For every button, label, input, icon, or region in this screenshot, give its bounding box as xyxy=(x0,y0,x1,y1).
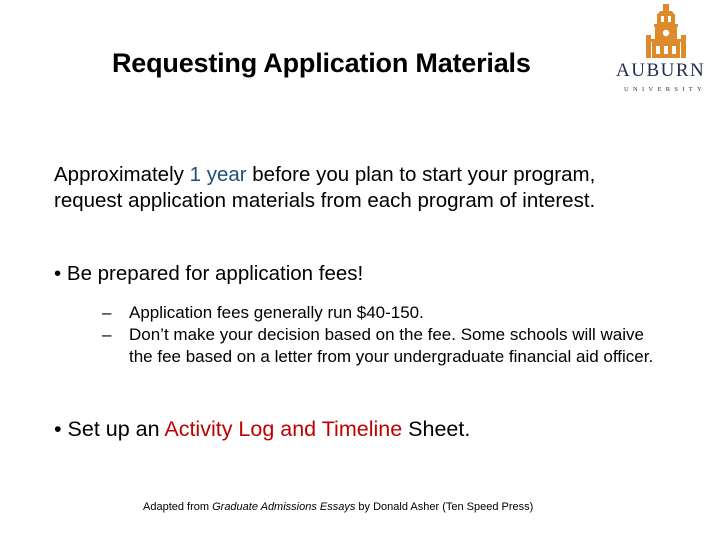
sub-item-text: Application fees generally run $40-150. xyxy=(129,303,424,322)
slide-title: Requesting Application Materials xyxy=(112,48,531,78)
intro-text-start: Approximately xyxy=(54,163,190,186)
sub-item-text: Don’t make your decision based on the fee. Some schools will waive the fee based on a letter from your undergraduate financial aid officer. xyxy=(129,325,654,366)
auburn-logo xyxy=(614,2,718,98)
intro-highlight: 1 year xyxy=(189,163,247,186)
logo-subtitle: UNIVERSITY xyxy=(624,86,706,93)
sub-item-fee-range xyxy=(102,302,662,324)
bullet-text-end: Sheet. xyxy=(402,417,471,441)
logo-wordmark: AUBURN xyxy=(616,60,706,81)
intro-paragraph xyxy=(54,162,614,214)
source-citation xyxy=(143,501,533,513)
bullet-activity-log xyxy=(54,417,470,442)
dash-symbol: – xyxy=(102,325,112,344)
citation-prefix: Adapted from xyxy=(143,501,213,513)
bullet-text: Be prepared for application fees! xyxy=(66,262,364,285)
dash-symbol: – xyxy=(102,303,112,322)
tower-icon xyxy=(644,2,688,60)
citation-author: by Donald Asher (Ten Speed Press) xyxy=(355,501,534,513)
bullet-fees xyxy=(54,262,363,286)
sub-item-fee-waiver xyxy=(102,324,662,368)
intro-text-end: before you plan to start your program, request application materials from each program of interest. xyxy=(54,163,596,212)
citation-book-title: Graduate Admissions Essays xyxy=(212,501,356,513)
bullet-symbol: • xyxy=(54,262,62,285)
bullet-text-start: Set up an xyxy=(67,417,165,441)
fees-sub-list xyxy=(102,302,662,368)
bullet-highlight: Activity Log and Timeline xyxy=(164,417,403,441)
bullet-symbol: • xyxy=(54,417,62,441)
